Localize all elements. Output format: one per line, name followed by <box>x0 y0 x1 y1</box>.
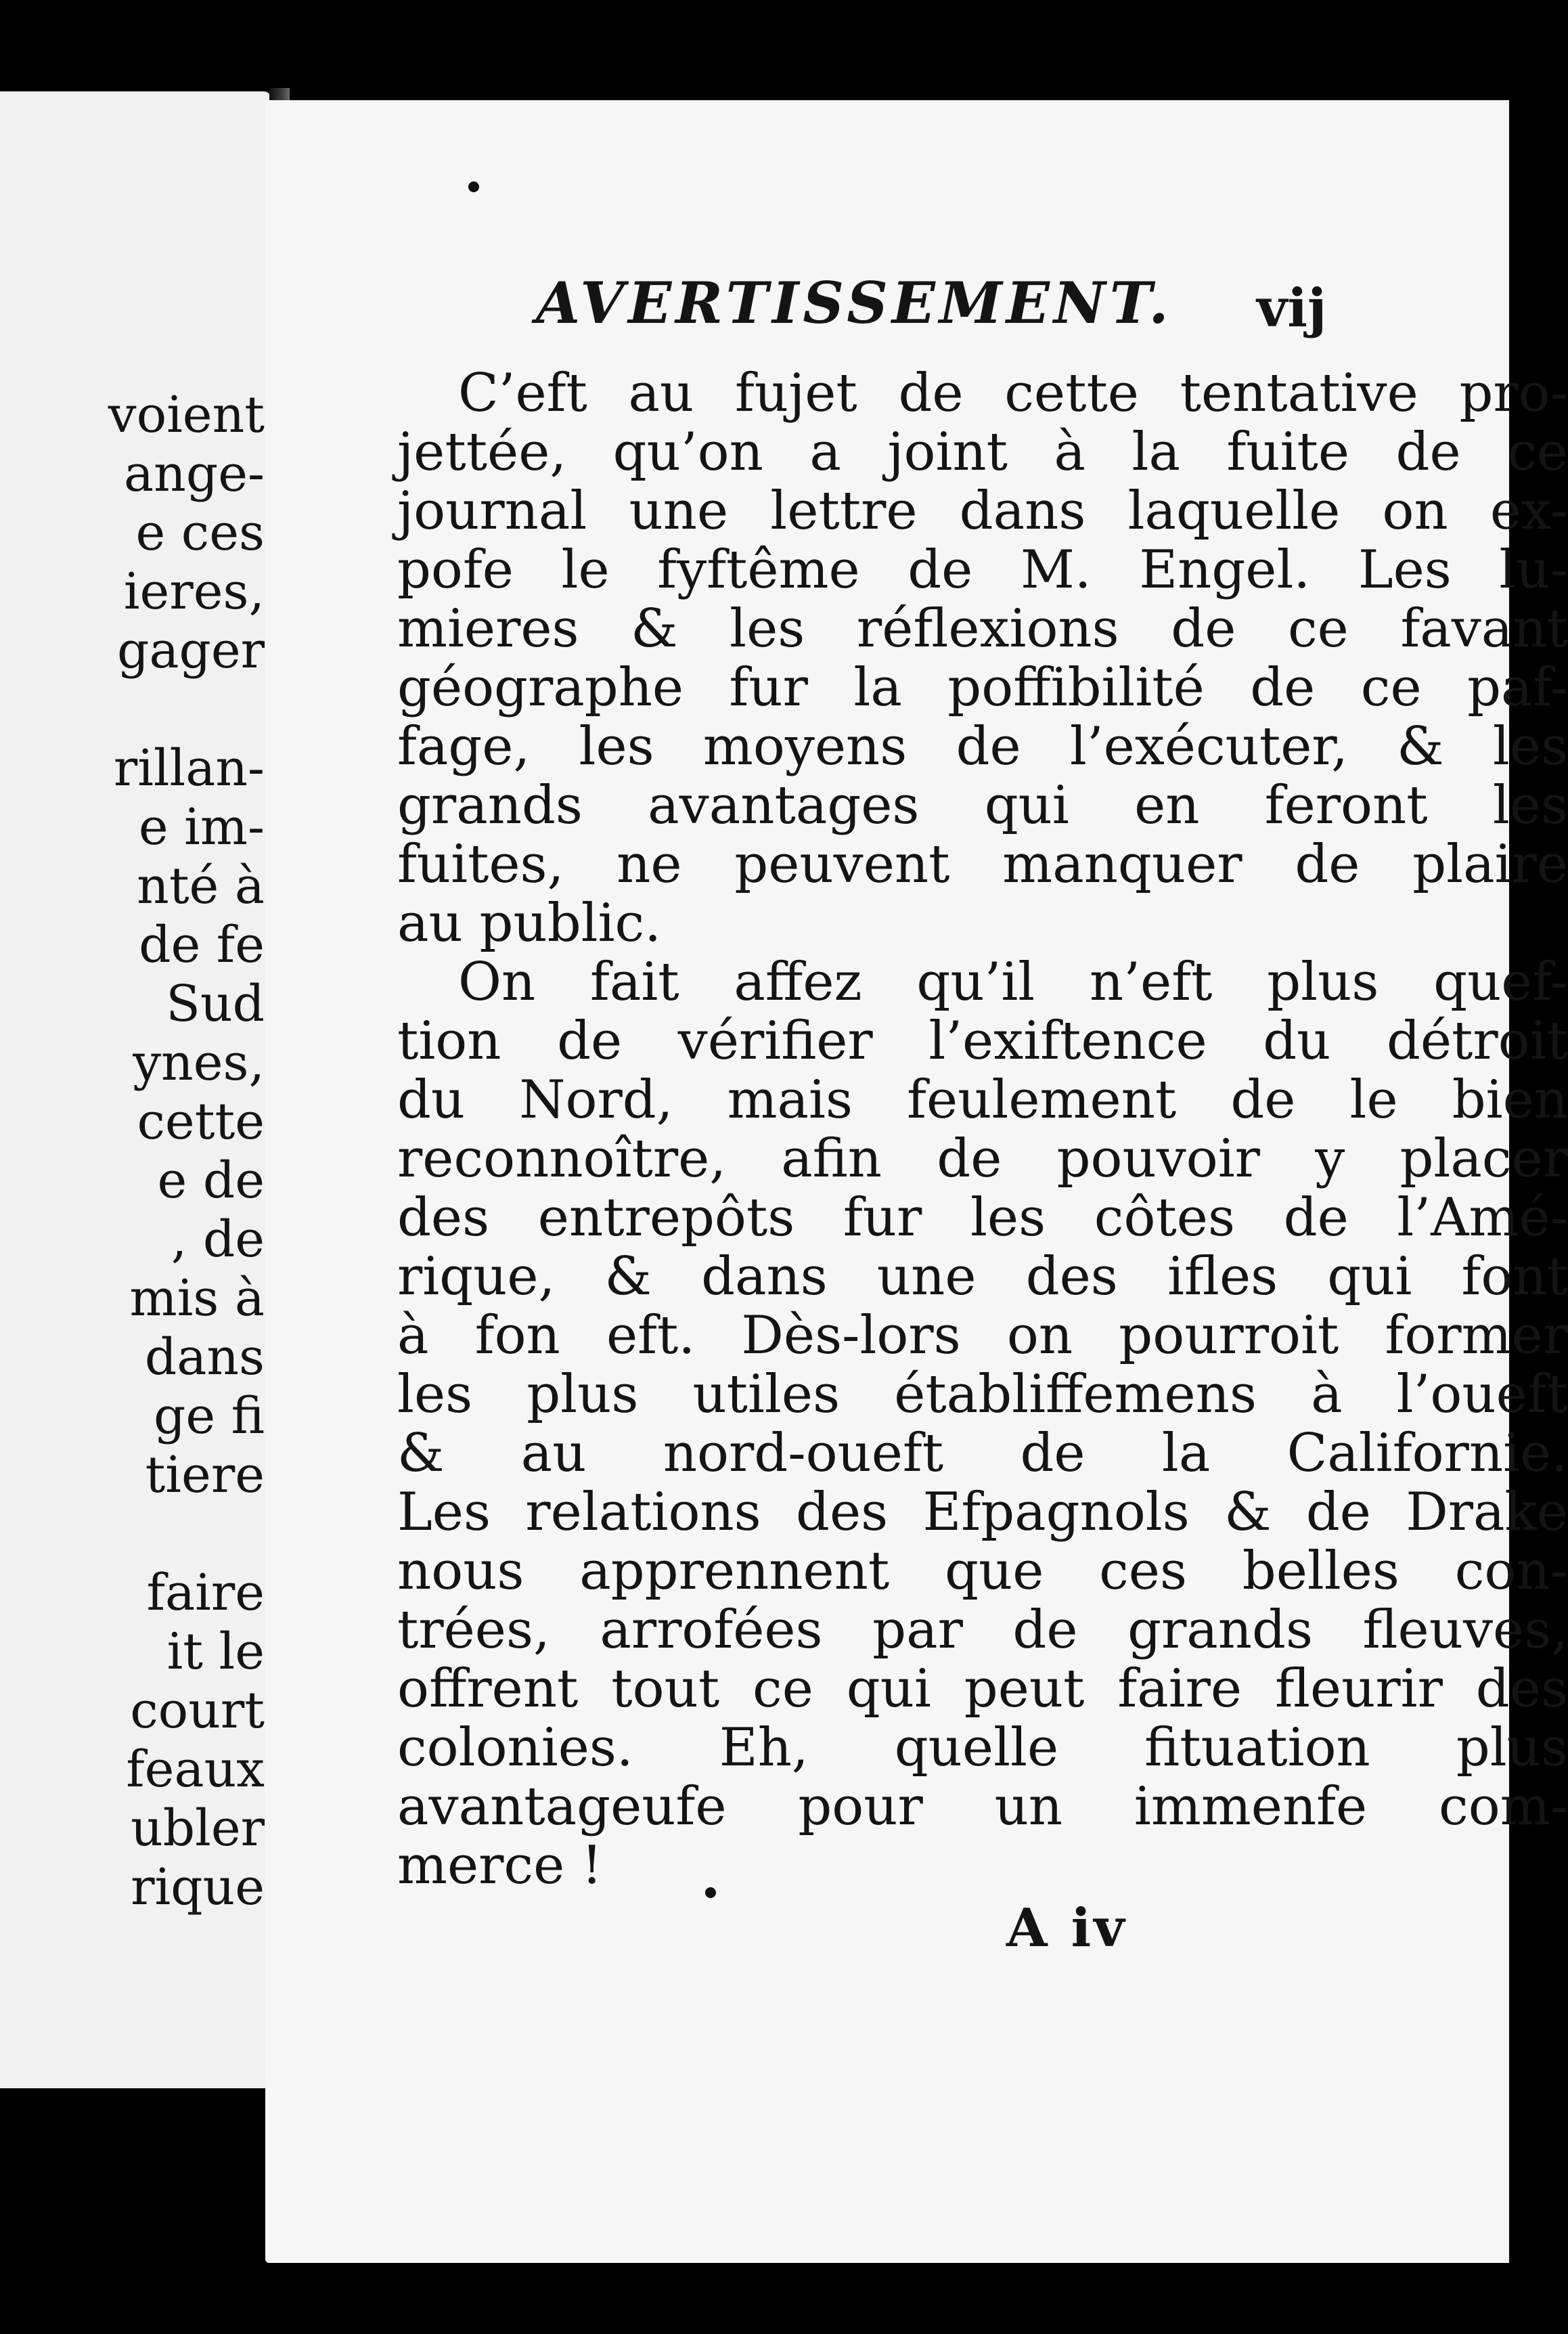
word: on <box>1006 1305 1073 1366</box>
word: pouvoir <box>1056 1128 1260 1189</box>
word: dans <box>959 481 1086 542</box>
word: du <box>1263 1011 1331 1072</box>
word: dans <box>701 1246 828 1307</box>
word: ne <box>617 834 682 895</box>
word: nord-oueft <box>663 1423 944 1484</box>
word: à <box>397 1305 429 1366</box>
word: une <box>629 481 729 542</box>
word: ifles <box>1167 1246 1278 1307</box>
word: feulement <box>907 1070 1177 1130</box>
word: de <box>898 363 964 424</box>
ink-speck <box>705 1887 716 1898</box>
word: Nord, <box>519 1070 673 1130</box>
left-page-line: faire <box>146 1564 265 1622</box>
word: placer <box>1399 1128 1568 1189</box>
word: reconnoître, <box>397 1128 727 1189</box>
left-page-line: dans <box>144 1328 265 1386</box>
text-line: merce ! <box>397 1835 603 1896</box>
word: joint <box>887 422 1008 483</box>
word: favant <box>1400 598 1568 659</box>
left-page-line: Sud <box>166 975 265 1033</box>
word: établiffemens <box>894 1364 1257 1425</box>
word: a <box>809 422 841 483</box>
text-line <box>397 600 1568 659</box>
left-page-line: feaux <box>126 1740 265 1799</box>
word: fur <box>729 657 808 718</box>
word: relations <box>525 1482 761 1543</box>
word: les <box>1492 716 1568 777</box>
word: de <box>1283 1187 1349 1248</box>
word: une <box>876 1246 977 1307</box>
word: au <box>520 1423 587 1484</box>
word: géographe <box>397 657 684 718</box>
word: pofe <box>397 540 514 600</box>
word: la <box>1161 1423 1211 1484</box>
text-line <box>397 1424 1568 1483</box>
word: ce <box>1287 598 1349 659</box>
left-page-line: e im- <box>138 798 265 856</box>
word: de <box>908 540 973 600</box>
word: en <box>1134 775 1200 836</box>
word: qui <box>984 775 1069 836</box>
left-page-line: ynes, <box>133 1034 265 1092</box>
word: de <box>937 1128 1002 1189</box>
left-page-line: ieres, <box>123 563 265 621</box>
word: des <box>796 1482 889 1543</box>
word: le <box>561 540 610 600</box>
word: réflexions <box>856 598 1119 659</box>
body-text <box>397 364 1568 1895</box>
word: jettée, <box>397 422 567 483</box>
text-line: au public. <box>397 893 661 954</box>
word: font <box>1461 1246 1568 1307</box>
left-page-line: ange- <box>124 445 265 503</box>
word: poffibilité <box>947 657 1205 718</box>
word: plus <box>1267 952 1379 1013</box>
text-line <box>397 659 1568 718</box>
text-line <box>397 1248 1568 1306</box>
text-line <box>397 1189 1568 1248</box>
page-number: vij <box>1257 278 1327 339</box>
left-page <box>0 91 271 2088</box>
word: fyftême <box>657 540 860 600</box>
word: nous <box>397 1541 524 1602</box>
word: de <box>557 1011 623 1072</box>
word: n’eft <box>1090 952 1213 1013</box>
word: M. <box>1020 540 1092 600</box>
word: les <box>579 716 654 777</box>
word: ex- <box>1489 481 1568 542</box>
word: pro- <box>1459 363 1568 424</box>
left-page-line <box>0 680 267 739</box>
word: fon <box>474 1305 560 1366</box>
word: bien <box>1452 1070 1568 1130</box>
word: les <box>1492 775 1568 836</box>
word: fleurir <box>1274 1658 1443 1719</box>
word: avantageufe <box>397 1776 727 1837</box>
word: apprennent <box>579 1541 890 1602</box>
left-page-line: rique <box>131 1858 265 1916</box>
word: la <box>1132 422 1180 483</box>
word: utiles <box>692 1364 841 1425</box>
left-page-text <box>0 386 267 1917</box>
word: à <box>1054 422 1086 483</box>
word: On <box>458 952 536 1013</box>
text-line <box>397 541 1568 600</box>
running-title: AVERTISSEMENT. <box>536 269 1173 336</box>
word: Dès-lors <box>741 1305 961 1366</box>
word: grands <box>397 775 583 836</box>
word: par <box>872 1600 963 1660</box>
word: tion <box>397 1011 501 1072</box>
word: les <box>397 1364 473 1425</box>
word: ce <box>1360 657 1422 718</box>
word: fleuves, <box>1362 1600 1568 1660</box>
text-line <box>397 1542 1568 1601</box>
left-page-line: court <box>130 1681 265 1740</box>
word: mais <box>727 1070 853 1130</box>
word: détroit <box>1386 1011 1568 1072</box>
word: du <box>397 1070 466 1130</box>
word: moyens <box>702 716 908 777</box>
word: cette <box>1004 363 1139 424</box>
word: y <box>1315 1128 1345 1189</box>
word: plaire <box>1412 834 1568 895</box>
text-line <box>397 482 1568 541</box>
word: laquelle <box>1127 481 1341 542</box>
word: Les <box>397 1482 491 1543</box>
word: quef- <box>1433 952 1568 1013</box>
word: plus <box>527 1364 639 1425</box>
word: C’eft <box>458 363 587 424</box>
word: avantages <box>648 775 920 836</box>
word: de <box>1305 1482 1371 1543</box>
word: que <box>945 1541 1044 1602</box>
left-page-line: e ces <box>135 504 265 562</box>
word: à <box>1311 1364 1343 1425</box>
left-page-line: mis à <box>129 1269 265 1327</box>
word: l’Amé- <box>1397 1187 1568 1248</box>
text-line <box>397 1306 1568 1365</box>
word: eft. <box>606 1305 696 1366</box>
word: Drake <box>1406 1482 1568 1543</box>
word: faire <box>1117 1658 1242 1719</box>
word: paf- <box>1467 657 1568 718</box>
word: l’exiftence <box>928 1011 1207 1072</box>
word: Eh, <box>719 1717 809 1778</box>
text-line <box>397 423 1568 482</box>
word: les <box>730 598 805 659</box>
text-line <box>397 364 1568 423</box>
word: lettre <box>770 481 918 542</box>
text-line <box>397 835 1568 894</box>
word: Les <box>1358 540 1452 600</box>
word: qui <box>846 1658 931 1719</box>
word: afin <box>781 1128 882 1189</box>
word: des <box>1025 1246 1118 1307</box>
word: fur <box>843 1187 922 1248</box>
word: manquer <box>1002 834 1242 895</box>
word: tentative <box>1180 363 1418 424</box>
text-line <box>397 1601 1568 1660</box>
left-page-line: ge fi <box>153 1387 265 1445</box>
word: les <box>970 1187 1046 1248</box>
left-page-line: cette <box>137 1093 265 1151</box>
left-page-line: , de <box>171 1210 265 1269</box>
text-line <box>397 718 1568 776</box>
word: colonies. <box>397 1717 633 1778</box>
word: qu’on <box>612 422 763 483</box>
word: journal <box>397 481 587 542</box>
word: ces <box>1099 1541 1187 1602</box>
text-line <box>397 1130 1568 1189</box>
text-line <box>397 1483 1568 1542</box>
left-page-line: gager <box>116 621 265 680</box>
word: lu- <box>1499 540 1568 600</box>
word: vérifier <box>677 1011 873 1072</box>
word: de <box>1395 422 1461 483</box>
word: fujet <box>734 363 857 424</box>
word: Californie. <box>1286 1423 1568 1484</box>
text-line <box>397 1719 1568 1778</box>
left-page-line: ubler <box>131 1799 265 1857</box>
word: de <box>1171 598 1236 659</box>
word: un <box>994 1776 1063 1837</box>
word: de <box>1230 1070 1296 1130</box>
word: trées, <box>397 1600 550 1660</box>
word: com- <box>1439 1776 1568 1837</box>
left-page-line: it le <box>166 1623 265 1681</box>
text-line <box>397 1071 1568 1130</box>
word: ce <box>1507 422 1568 483</box>
word: qui <box>1327 1246 1412 1307</box>
left-page-line: rillan- <box>113 739 265 797</box>
left-page-line: de fe <box>139 916 265 974</box>
word: de <box>1295 834 1360 895</box>
word: des <box>1475 1658 1568 1719</box>
word: ce <box>753 1658 813 1719</box>
word: & <box>1397 716 1444 777</box>
left-page-line <box>0 1505 267 1564</box>
word: de <box>1012 1600 1078 1660</box>
text-line <box>397 1012 1568 1071</box>
word: belles <box>1242 1541 1399 1602</box>
word: mieres <box>397 598 579 659</box>
word: fage, <box>397 716 531 777</box>
word: tout <box>611 1658 720 1719</box>
word: le <box>1349 1070 1398 1130</box>
word: au <box>628 363 694 424</box>
word: qu’il <box>916 952 1035 1013</box>
ink-speck <box>468 181 479 192</box>
signature-mark: A iv <box>1006 1897 1127 1959</box>
word: on <box>1382 481 1448 542</box>
text-line <box>397 1365 1568 1424</box>
word: pour <box>798 1776 923 1837</box>
word: la <box>853 657 902 718</box>
word: fituation <box>1144 1717 1370 1778</box>
word: former <box>1385 1305 1568 1366</box>
word: Efpagnols <box>922 1482 1190 1543</box>
word: entrepôts <box>537 1187 795 1248</box>
word: plus <box>1456 1717 1568 1778</box>
word: rique, <box>397 1246 556 1307</box>
left-page-line: tiere <box>145 1446 265 1504</box>
word: l’exécuter, <box>1069 716 1348 777</box>
word: l’oueft <box>1396 1364 1568 1425</box>
word: peut <box>964 1658 1085 1719</box>
word: arrofées <box>600 1600 823 1660</box>
word: fuite <box>1226 422 1350 483</box>
word: des <box>397 1187 490 1248</box>
text-line <box>397 776 1568 835</box>
word: de <box>956 716 1021 777</box>
word: & <box>631 598 678 659</box>
word: fait <box>589 952 679 1013</box>
word: de <box>1020 1423 1085 1484</box>
word: affez <box>734 952 862 1013</box>
text-line <box>397 1660 1568 1719</box>
word: immenfe <box>1134 1776 1368 1837</box>
word: & <box>1224 1482 1272 1543</box>
word: côtes <box>1094 1187 1235 1248</box>
word: peuvent <box>734 834 950 895</box>
word: feront <box>1264 775 1428 836</box>
left-page-line: voient <box>108 386 265 444</box>
word: grands <box>1127 1600 1313 1660</box>
left-page-line: nté à <box>137 857 265 915</box>
word: & <box>604 1246 652 1307</box>
word: pourroit <box>1119 1305 1339 1366</box>
word: offrent <box>397 1658 579 1719</box>
word: Engel. <box>1139 540 1311 600</box>
word: fuites, <box>397 834 564 895</box>
right-page <box>265 100 1568 2263</box>
text-line <box>397 1778 1568 1836</box>
word: quelle <box>894 1717 1059 1778</box>
text-line <box>397 953 1568 1012</box>
word: con- <box>1454 1541 1568 1602</box>
word: de <box>1250 657 1316 718</box>
left-page-line: e de <box>157 1151 265 1210</box>
word: & <box>397 1423 445 1484</box>
